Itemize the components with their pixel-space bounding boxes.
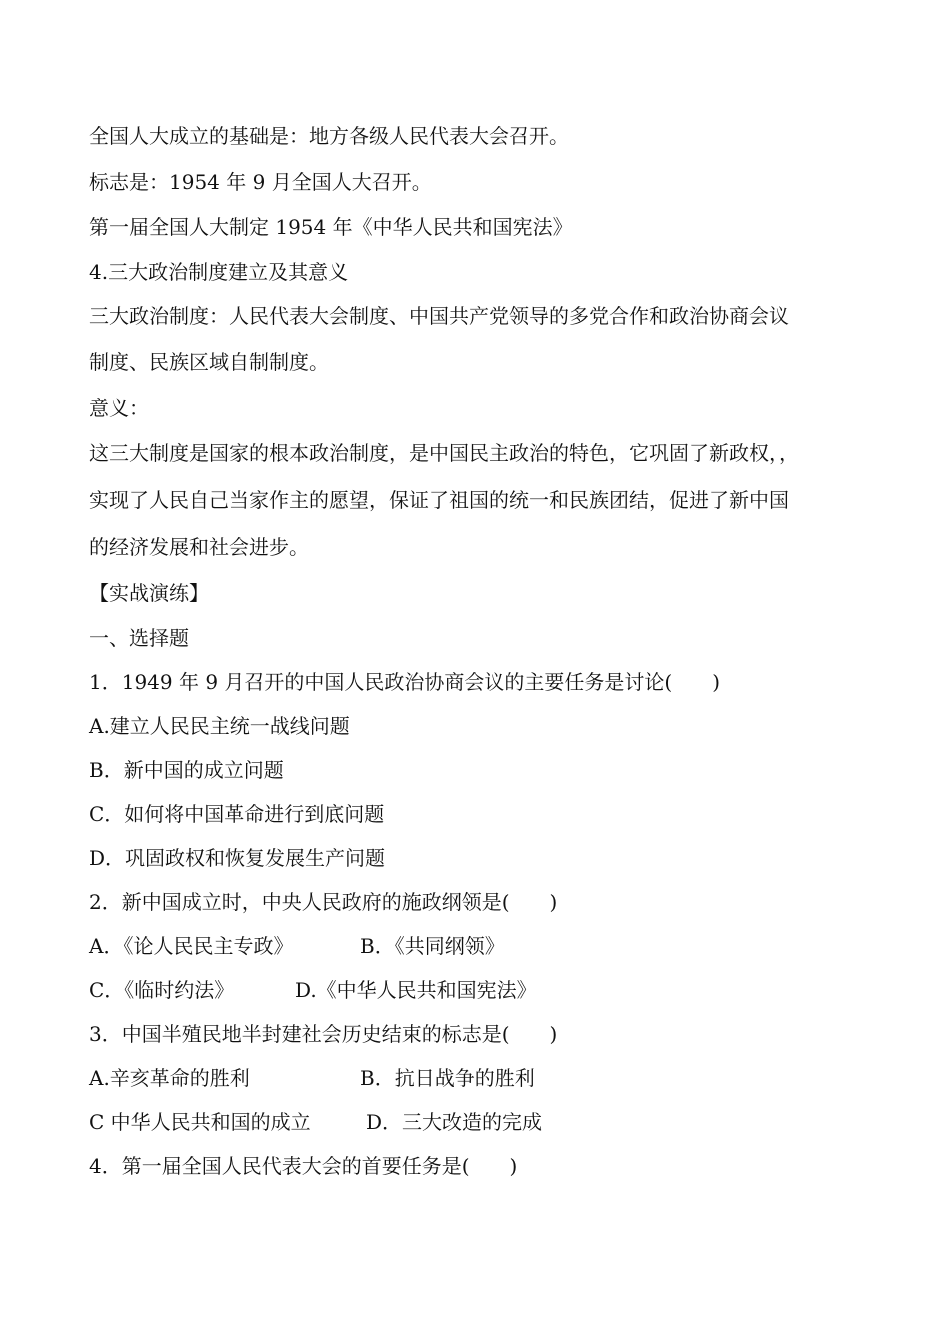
- question-2-option-a: A．《论人民民主专政》: [89, 934, 294, 958]
- section-heading: 4.三大政治制度建立及其意义: [89, 260, 349, 284]
- question-3-option-a: A.辛亥革命的胜利: [89, 1066, 250, 1090]
- meaning-text-line-3: 的经济发展和社会进步。: [89, 535, 309, 559]
- systems-text-line-1: 三大政治制度：人民代表大会制度、中国共产党领导的多党合作和政治协商会议: [89, 304, 789, 328]
- practice-heading: 【实战演练】: [89, 581, 209, 605]
- question-2-option-c: C．《临时约法》: [89, 978, 235, 1002]
- meaning-label: 意义：: [89, 396, 149, 420]
- question-1-option-b: B．新中国的成立问题: [89, 758, 284, 782]
- question-3-option-d: D．三大改造的完成: [366, 1110, 543, 1134]
- question-1-option-a: A.建立人民民主统一战线问题: [89, 714, 350, 738]
- constitution-text: 第一届全国人大制定 1954 年《中华人民共和国宪法》: [89, 215, 573, 239]
- question-3-stem: 3．中国半殖民地半封建社会历史结束的标志是( ): [89, 1022, 558, 1046]
- question-1-option-d: D．巩固政权和恢复发展生产问题: [89, 846, 386, 870]
- choice-section-label: 一、选择题: [89, 626, 189, 650]
- symbol-text: 标志是：1954 年 9 月全国人大召开。: [89, 170, 432, 194]
- question-2-option-b: B．《共同纲领》: [360, 934, 505, 958]
- question-3-option-b: B．抗日战争的胜利: [360, 1066, 535, 1090]
- question-1-option-c: C．如何将中国革命进行到底问题: [89, 802, 385, 826]
- question-3-option-c: C 中华人民共和国的成立: [89, 1110, 311, 1134]
- question-2-stem: 2．新中国成立时，中央人民政府的施政纲领是( ): [89, 890, 558, 914]
- question-4-stem: 4．第一届全国人民代表大会的首要任务是( ): [89, 1154, 518, 1178]
- meaning-text-line-1: 这三大制度是国家的根本政治制度，是中国民主政治的特色，它巩固了新政权，，: [89, 441, 799, 465]
- meaning-text-line-2: 实现了人民自己当家作主的愿望，保证了祖国的统一和民族团结，促进了新中国: [89, 488, 789, 512]
- basis-text: 全国人大成立的基础是：地方各级人民代表大会召开。: [89, 124, 569, 148]
- question-1-stem: 1．1949 年 9 月召开的中国人民政治协商会议的主要任务是讨论( ): [89, 670, 721, 694]
- systems-text-line-2: 制度、民族区域自制制度。: [89, 350, 329, 374]
- question-2-option-d: D.《中华人民共和国宪法》: [295, 978, 537, 1002]
